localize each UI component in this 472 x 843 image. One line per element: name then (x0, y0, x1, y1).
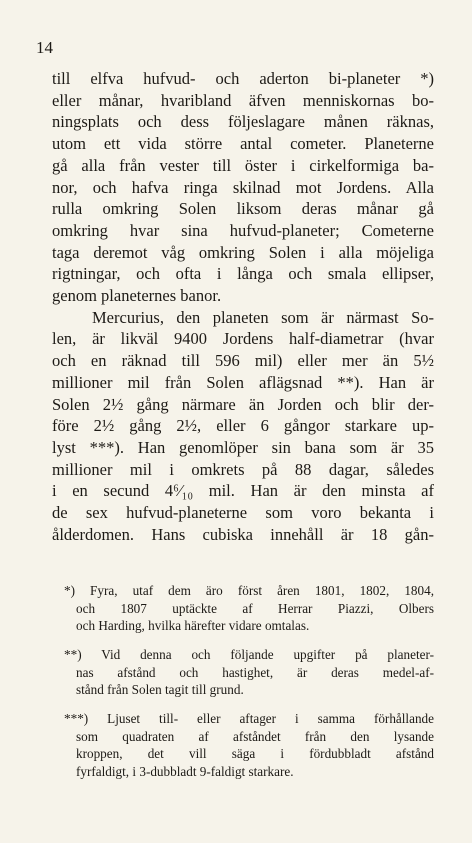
text-line: omkring hvar sina hufvud-planeter; Cometerne (52, 220, 434, 240)
text-line: lyst ***). Han genomlöper sin bana som är 35 (52, 437, 434, 457)
text-line: millioner mil från Solen aflägsnad **). Han är (52, 372, 434, 392)
text-line: till elfva hufvud- och aderton bi-planeter *) (52, 69, 434, 88)
text-line: rulla omkring Solen liksom deras månar gå (52, 199, 434, 219)
text-line: utom ett vida större antal cometer. Planeterne (52, 134, 434, 154)
text-line: millioner mil i omkrets på 88 dagar, således (52, 459, 434, 479)
paragraph (52, 307, 434, 546)
text-line: ningsplats och dess följeslagare månen räknas, (52, 112, 434, 132)
footnote-line: nas afstånd och hastighet, är deras medel-af- (76, 664, 434, 680)
footnote-2 (52, 646, 434, 699)
text-line: len, är likväl 9400 Jordens half-diametrar (hvar (52, 329, 434, 349)
text-line: taga deremot våg omkring Solen i alla möjeliga (52, 242, 434, 262)
text-line: och en räknad till 596 mil) eller mer än 5½ (52, 351, 434, 371)
text-line: Mercurius, den planeten som är närmast So- (92, 307, 434, 327)
text-line: genom planeternes banor. (52, 286, 222, 306)
paragraph (52, 68, 434, 307)
footnote-line: **) Vid denna och följande upgifter på planeter- (64, 647, 434, 662)
footnote-3 (52, 710, 434, 780)
body-text (52, 68, 434, 545)
text-line: Solen 2½ gång närmare än Jorden och blir der- (52, 394, 434, 414)
text-line: ålderdomen. Hans cubiska innehåll är 18 gån- (52, 524, 434, 544)
text-line: rigtningar, och ofta i långa och smala ellipser, (52, 264, 434, 284)
text-line: nor, och hafva ringa skilnad mot Jordens. Alla (52, 177, 434, 197)
footnote-line: som quadraten af afståndet från den lysande (76, 728, 434, 744)
text-line: de sex hufvud-planeterne som voro bekanta i (52, 503, 434, 523)
footnote-line: fyrfaldigt, i 3-dubbladt 9-faldigt starkare. (76, 763, 294, 779)
footnote-line: kroppen, det vill säga i fördubbladt afstånd (76, 746, 434, 762)
footnote-1 (52, 582, 434, 635)
footnote-line: stånd från Solen tagit till grund. (76, 682, 244, 698)
text-line: eller månar, hvaribland äfven menniskornas bo- (52, 90, 434, 110)
footnote-line: och 1807 uptäckte af Herrar Piazzi, Olbers (76, 600, 434, 616)
footnote-line: och Harding, hvilka härefter vidare omtalas. (76, 618, 310, 634)
footnote-line: *) Fyra, utaf dem äro först åren 1801, 1802, 1804, (64, 583, 434, 598)
text-line: före 2½ gång 2½, eller 6 gångor starkare up- (52, 416, 434, 436)
page-number: 14 (36, 38, 53, 57)
text-line: gå alla från vester till öster i cirkelformiga ba- (52, 155, 434, 175)
footnote-line: ***) Ljuset till- eller aftager i samma förhållande (64, 711, 434, 726)
text-line: i en secund 4⁶⁄₁₀ mil. Han är den minsta af (52, 481, 434, 501)
